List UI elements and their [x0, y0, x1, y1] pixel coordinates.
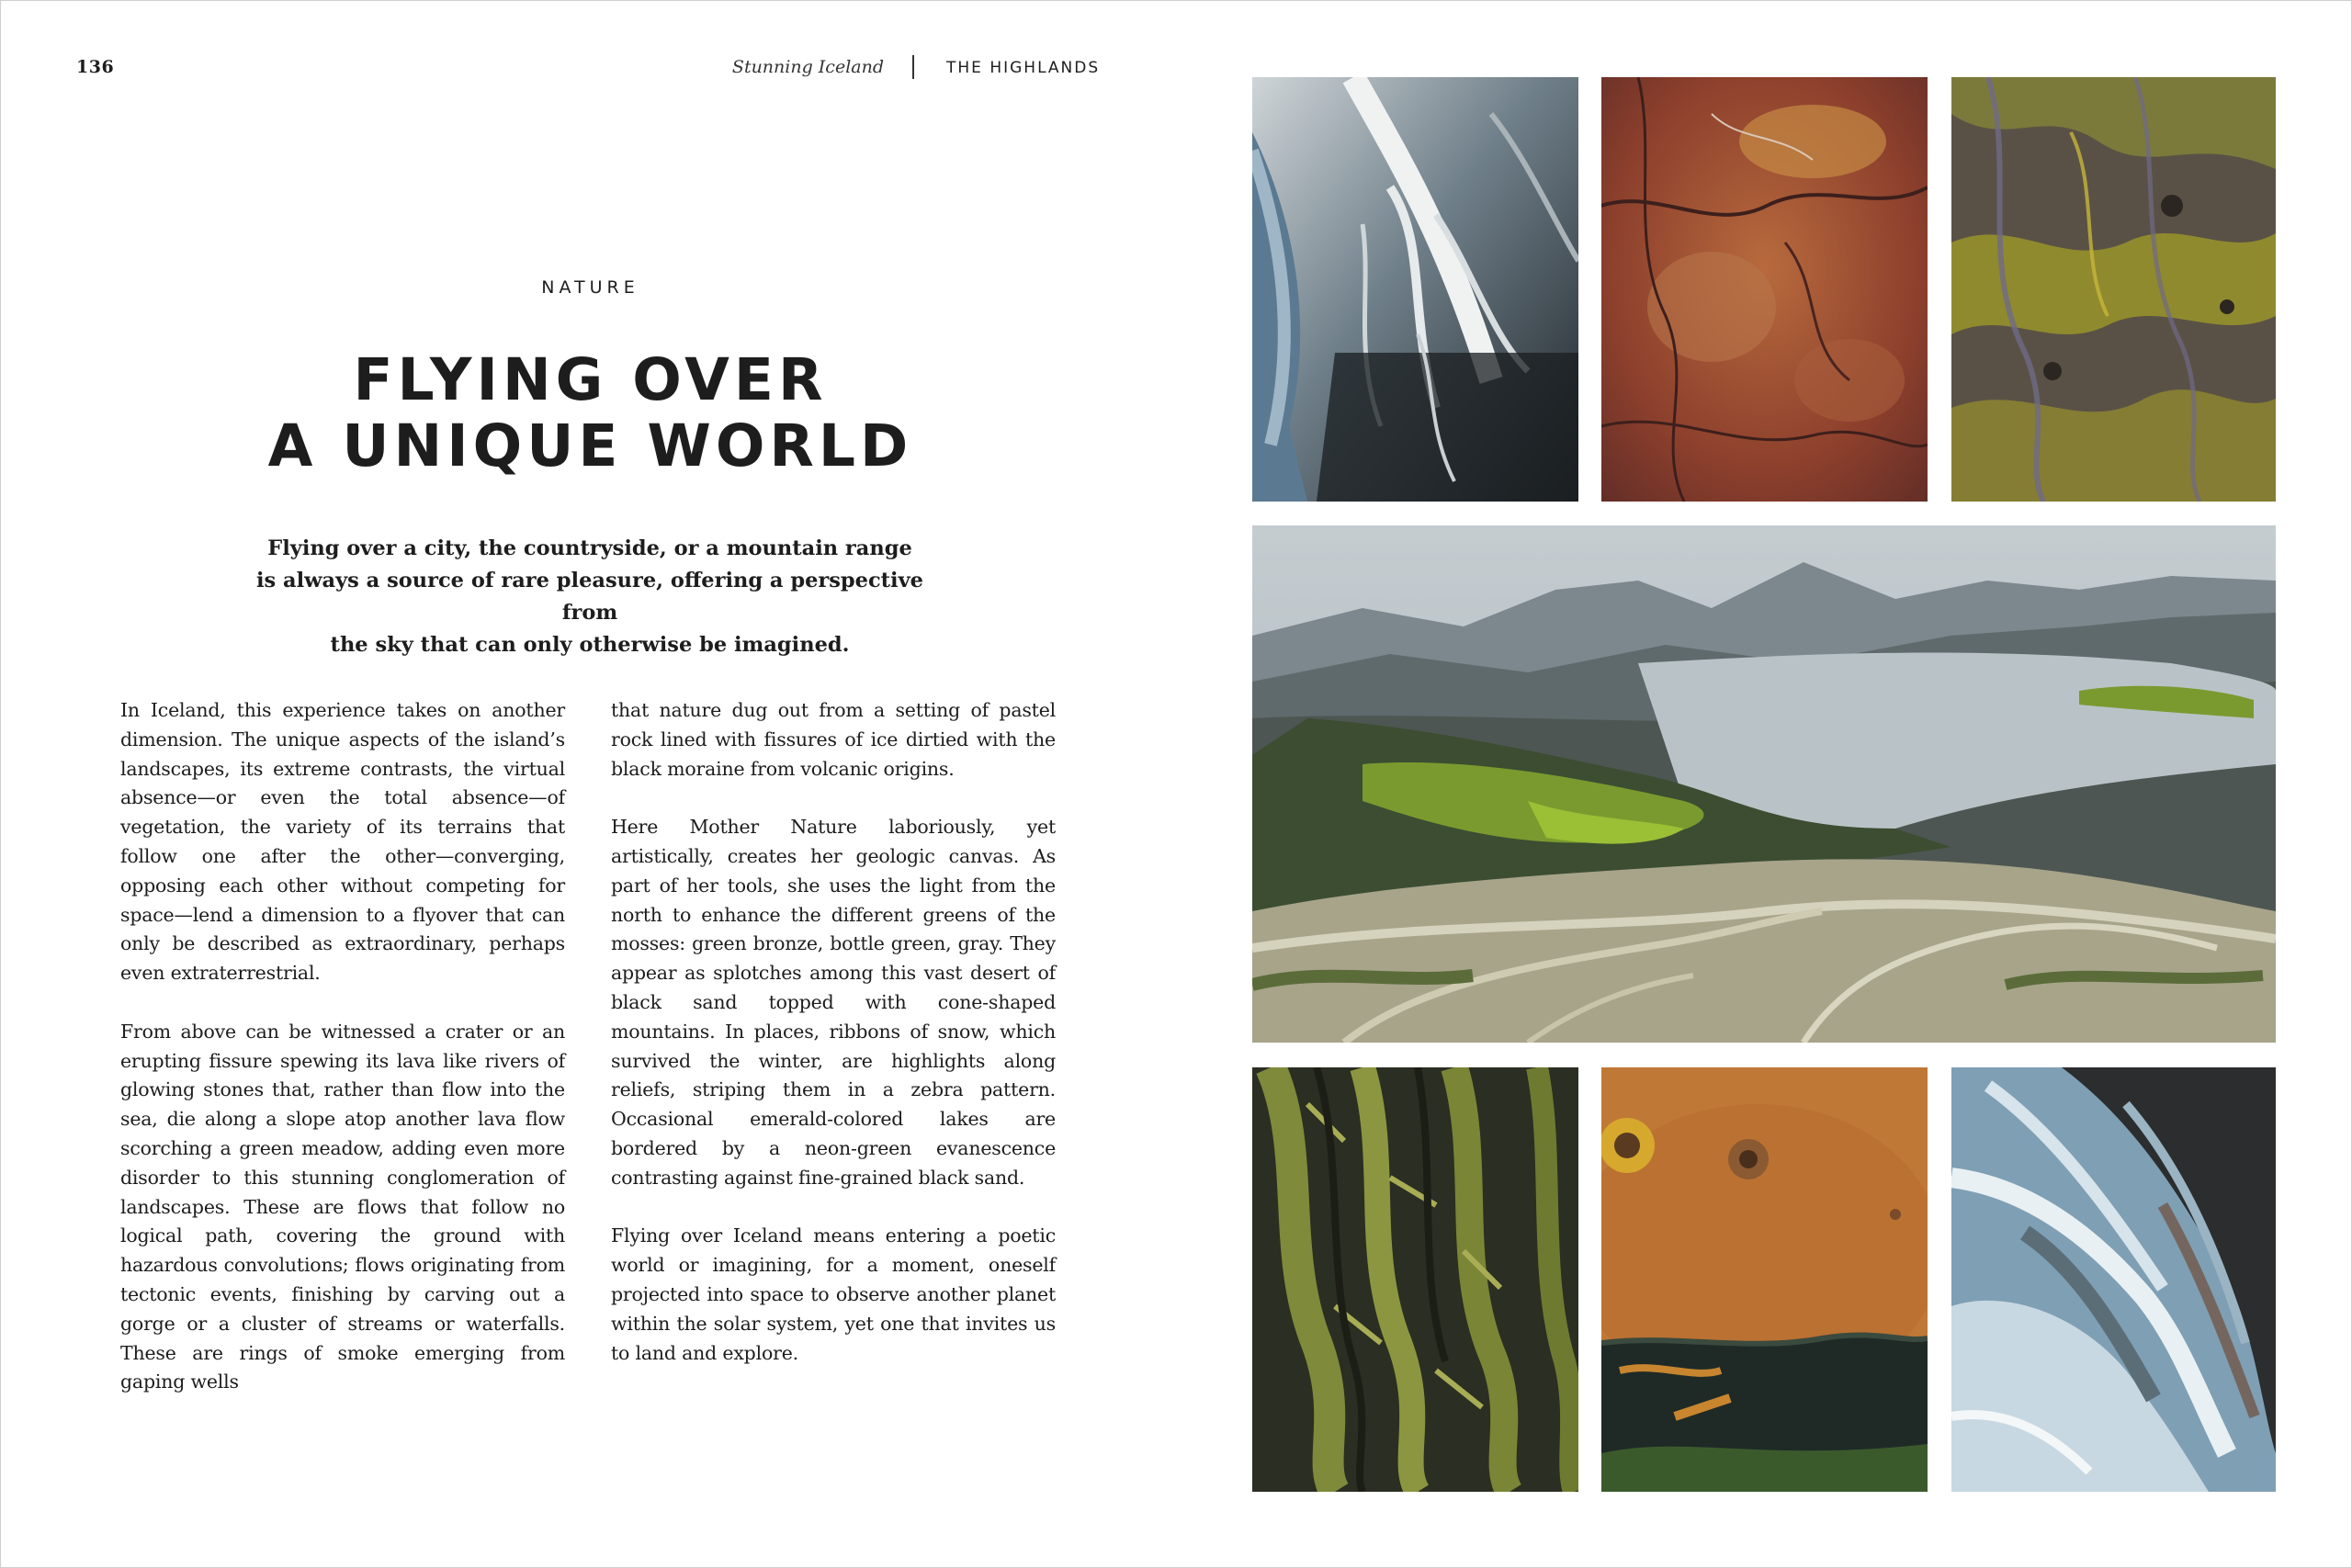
photo-moss-lava-field: [1951, 77, 2276, 502]
body-paragraph: From above can be witnessed a crater or an erupting fissure spewing its lava like rivers of glowing stones that, rather than flow into the sea, die along a slope atop another lava flow scorching a green meadow, adding even more disorder to this stunning conglomeration of landscapes. These are flows that follow no logical path, covering the ground with hazardous convolutions; flows originating from tectonic events, finishing by carving out a gorge or a cluster of streams or waterfalls. These are rings of smoke emerging from gaping wells: [120, 1020, 565, 1393]
photo-rust-colored-terrain: [1601, 77, 1928, 502]
standfirst-line: is always a source of rare pleasure, offering a perspective from: [255, 569, 923, 625]
section-name: THE HIGHLANDS: [946, 59, 1101, 77]
body-paragraph: that nature dug out from a setting of pastel rock lined with fissures of ice dirtied with the black moraine from volcanic origins.: [611, 699, 1056, 780]
running-head-divider: [912, 55, 914, 79]
photo-highland-river-panorama: [1252, 525, 2276, 1043]
photo-green-ridges: [1252, 1067, 1578, 1492]
body-paragraph: Here Mother Nature laboriously, yet artistically, creates her geologic canvas. As part of her tools, she uses the light from the north to enhance the different greens of the mosses: green bronze, bottle green, gray. They appear as splotches among this vast desert of black sand topped with cone-shaped mountains. In places, ribbons of snow, which survived the winter, are highlights along reliefs, striping them in a zebra pattern. Occasional emerald-colored lakes are bordered by a neon-green evanescence contrasting against fine-grained black sand.: [611, 816, 1056, 1189]
standfirst-line: Flying over a city, the countryside, or a mountain range: [267, 536, 912, 560]
headline-line: FLYING OVER: [353, 346, 828, 413]
body-paragraph: Flying over Iceland means entering a poetic world or imagining, for a moment, oneself projected into space to observe another planet within the solar system, yet one that invites us to land and explore.: [611, 1224, 1056, 1364]
photo-orange-sediment: [1601, 1067, 1928, 1492]
running-head: [717, 57, 1102, 85]
headline-line: A UNIQUE WORLD: [267, 412, 913, 479]
body-column-right: [611, 696, 1056, 1397]
article-kicker: NATURE: [541, 277, 639, 298]
standfirst-line: the sky that can only otherwise be imagined.: [330, 633, 850, 657]
body-paragraph: In Iceland, this experience takes on another dimension. The unique aspects of the island’s landscapes, its extreme contrasts, the virtual absence—or even the total absence—of vegetation, the variety of its terrains that follow one after the other—converging, opposing each other without competing for space—lend a dimension to a flyover that can only be described as extraordinary, perhaps even extraterrestrial.: [120, 699, 565, 985]
photo-braided-glacial-stream: [1951, 1067, 2276, 1492]
book-title: Stunning Iceland: [731, 57, 884, 77]
photo-glacial-river-ice: [1252, 77, 1578, 502]
body-column-left: [120, 696, 565, 1427]
article-headline: [0, 347, 1181, 479]
page-number: 136: [76, 57, 115, 77]
article-standfirst: [250, 533, 930, 661]
